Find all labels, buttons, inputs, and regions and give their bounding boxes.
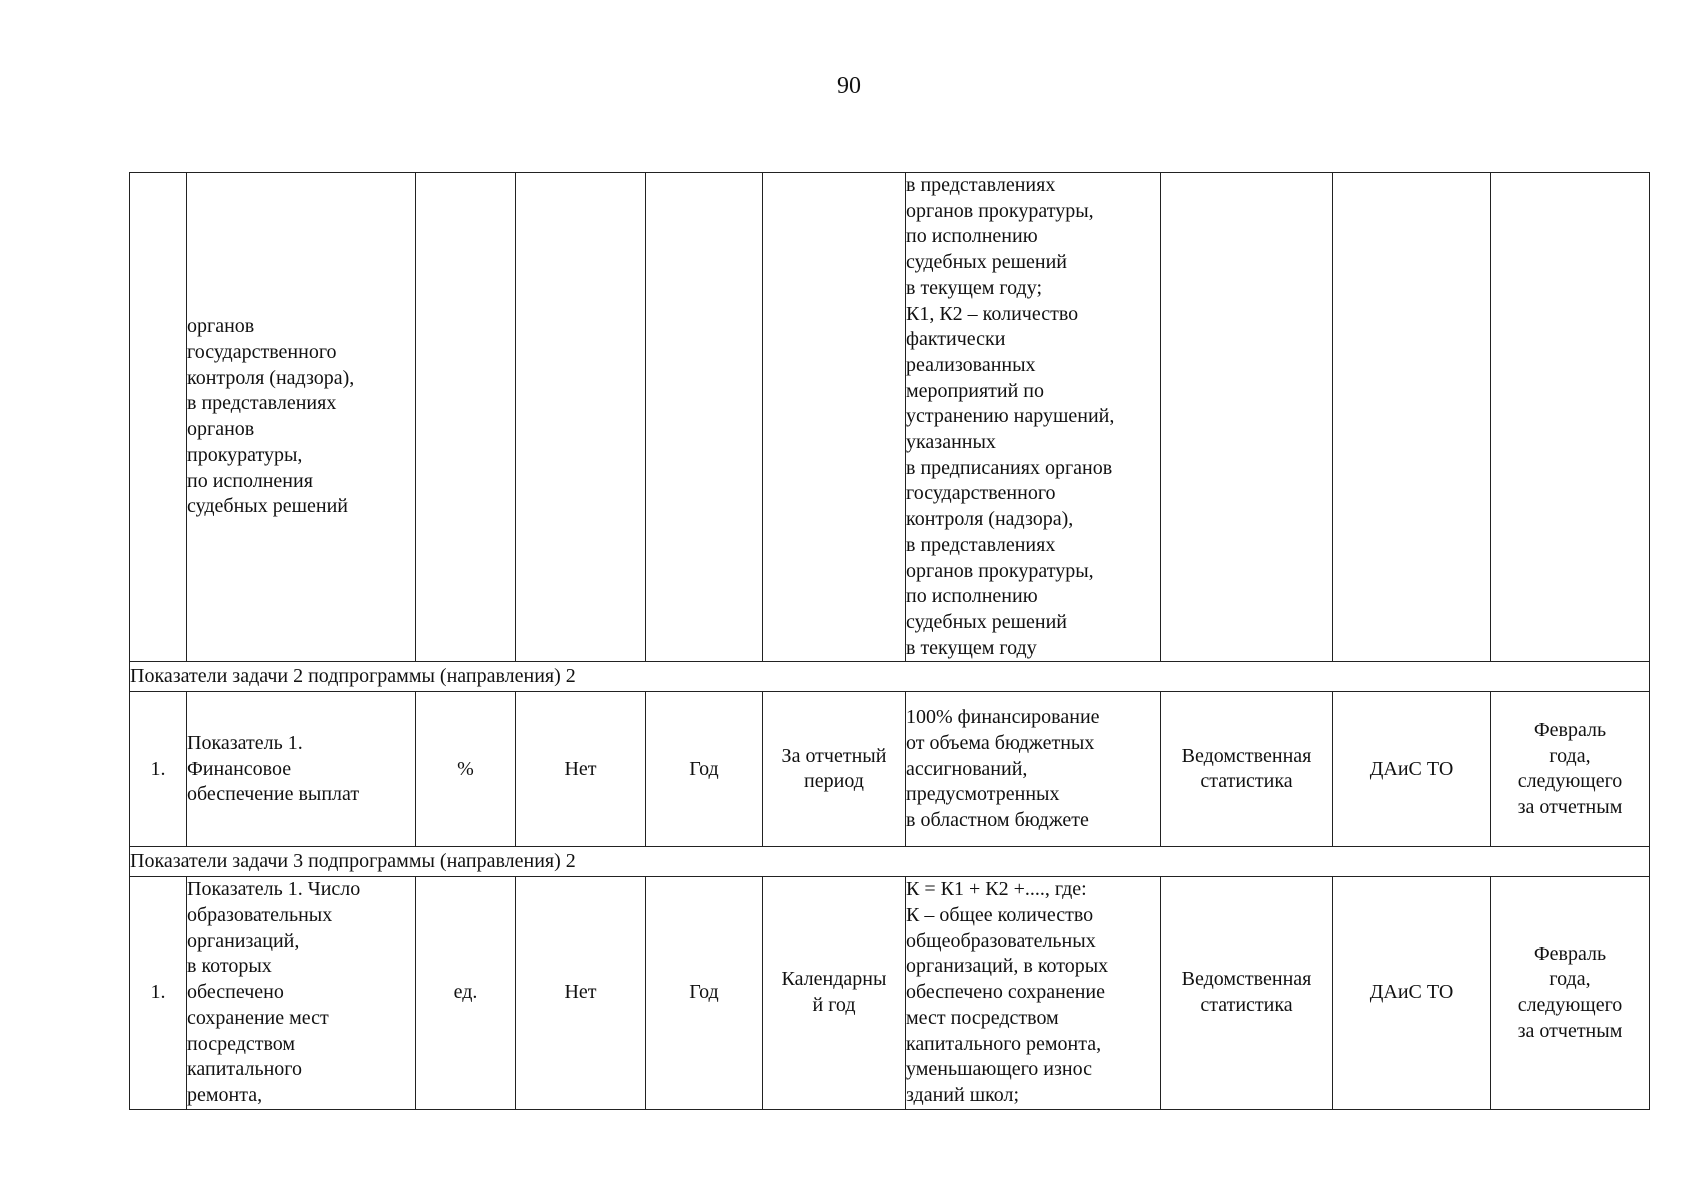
cell-source	[1161, 173, 1333, 662]
cell-num: 1.	[130, 877, 187, 1109]
cell-method: 100% финансирование от объема бюджетных ассигнований, предусмотренных в областном бюджете	[906, 692, 1161, 847]
cell-period: Календарны й год	[763, 877, 906, 1109]
cell-periodicity: Год	[646, 692, 763, 847]
section-header-row	[130, 847, 1650, 877]
cell-source: Ведомственная статистика	[1161, 692, 1333, 847]
cell-periodicity: Год	[646, 877, 763, 1109]
cell-unit	[416, 173, 516, 662]
cell-deadline	[1491, 173, 1650, 662]
cell-indicator: Показатель 1. Финансовое обеспечение выплат	[187, 692, 416, 847]
table-row	[130, 877, 1650, 1109]
cell-source: Ведомственная статистика	[1161, 877, 1333, 1109]
cell-deadline: Февраль года, следующего за отчетным	[1491, 692, 1650, 847]
cell-deadline: Февраль года, следующего за отчетным	[1491, 877, 1650, 1109]
cell-period: За отчетный период	[763, 692, 906, 847]
page-number: 90	[837, 73, 861, 99]
cell-period	[763, 173, 906, 662]
cell-responsible: ДАиС ТО	[1333, 877, 1491, 1109]
section-title: Показатели задачи 2 подпрограммы (направления) 2	[130, 662, 1650, 692]
cell-num	[130, 173, 187, 662]
cell-indicator: органов государственного контроля (надзора), в представлениях органов прокуратуры, по исполнения судебных решений	[187, 173, 416, 662]
cell-num: 1.	[130, 692, 187, 847]
cell-responsible	[1333, 173, 1491, 662]
section-title: Показатели задачи 3 подпрограммы (направления) 2	[130, 847, 1650, 877]
cell-flag: Нет	[516, 877, 646, 1109]
table-row	[130, 692, 1650, 847]
cell-flag: Нет	[516, 692, 646, 847]
cell-unit: %	[416, 692, 516, 847]
cell-method: К = К1 + К2 +...., где: К – общее количество общеобразовательных организаций, в которых обеспечено сохранение мест посредством капитального ремонта, уменьшающего износ зданий школ;	[906, 877, 1161, 1109]
cell-unit: ед.	[416, 877, 516, 1109]
cell-indicator: Показатель 1. Число образовательных организаций, в которых обеспечено сохранение мест посредством капитального ремонта,	[187, 877, 416, 1109]
cell-periodicity	[646, 173, 763, 662]
cell-method: в представлениях органов прокуратуры, по исполнению судебных решений в текущем году; К1, К2 – количество фактически реализованных мероприятий по устранению нарушений, указанных в предписаниях органов государственного контроля (надзора), в представлениях органов прокуратуры, по исполнению судебных решений в текущем году	[906, 173, 1161, 662]
cell-responsible: ДАиС ТО	[1333, 692, 1491, 847]
section-header-row	[130, 662, 1650, 692]
cell-flag	[516, 173, 646, 662]
indicators-table	[129, 172, 1650, 1110]
continuation-row	[130, 173, 1650, 662]
